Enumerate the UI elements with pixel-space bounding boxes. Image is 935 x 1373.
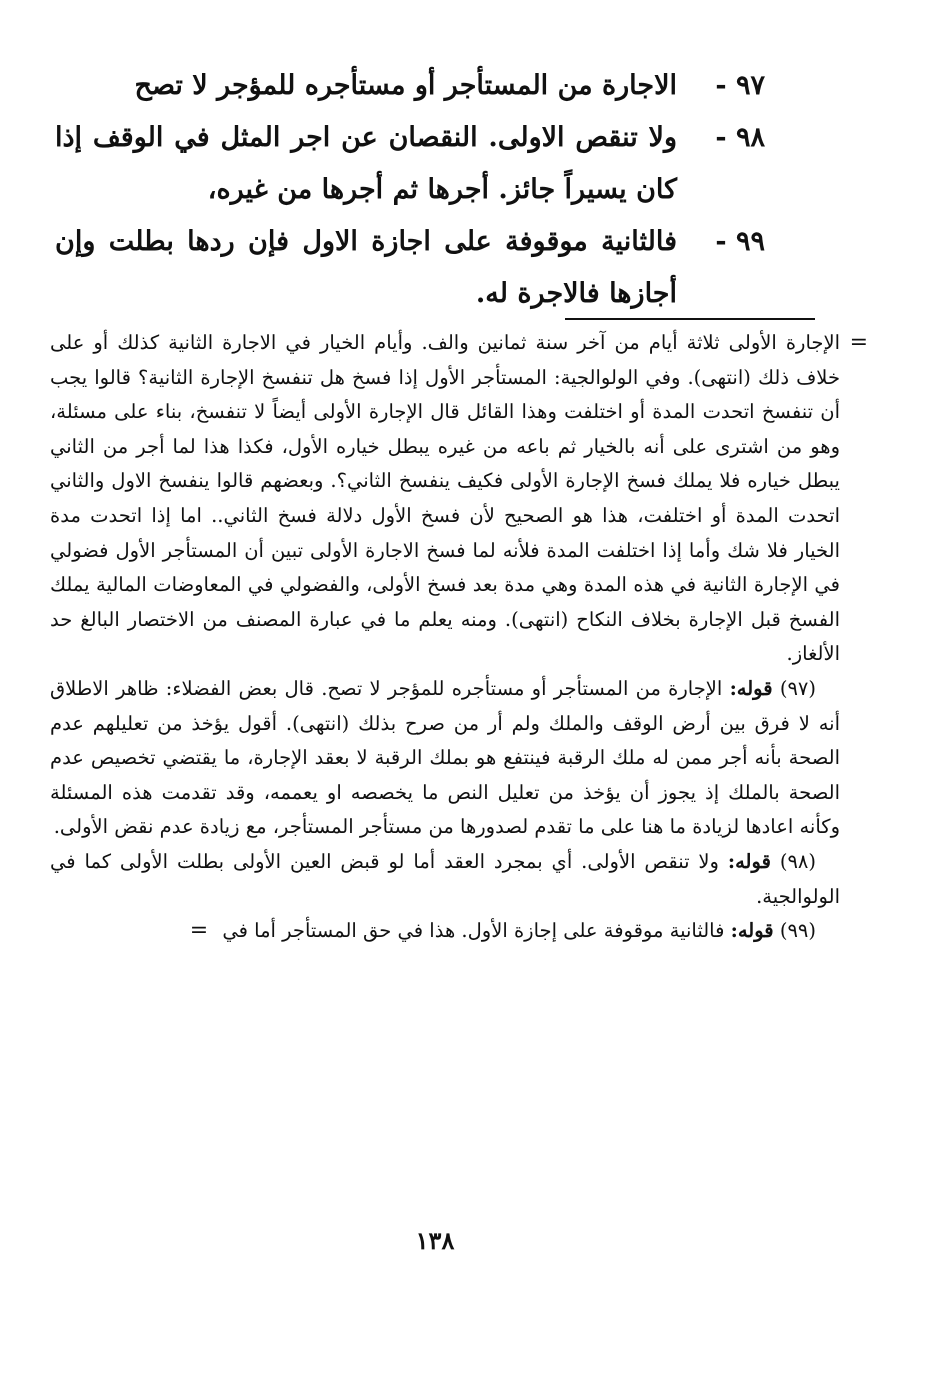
commentary-note-99 [50, 914, 840, 949]
note-number: (٩٧) [779, 676, 816, 700]
continuation-mark: = [849, 330, 868, 355]
item-number: ٩٧ - [715, 70, 765, 101]
note-label: قوله: [729, 676, 773, 700]
footnote-separator [565, 318, 815, 320]
main-text-item-98 [55, 112, 765, 216]
note-text: الإجارة من المستأجر أو مستأجره للمؤجر لا تصح. قال بعض الفضلاء: ظاهر الاطلاق أنه لا فرق بين أرض الوقف والملك ولم أر من صرح بذلك (انتهى). أقول يؤخذ من تعليلهم عدم الصحة بأنه أجر ممن له ملك الرقبة فينتفع هو بملك الرقبة لا بعقد الإجارة، ما يقتضي تخصيص عدم الصحة بالملك إذ يجوز أن يؤخذ من تعليل النص ما يخصصه او يعممه، وقد تقدمت هذه المسئلة وكأنه اعادها لزيادة ما هنا على ما تقدم لصدورها من مستأجر المستأجر، مع زيادة عدم نقض الأولى. [50, 676, 840, 839]
item-number: ٩٩ - [715, 226, 765, 257]
commentary-note-97 [50, 672, 840, 845]
item-text: ولا تنقص الاولى. النقصان عن اجر المثل في الوقف إذا كان يسيراً جائز. أجرها ثم أجرها من غيره، [55, 122, 677, 205]
page-number: ١٣٨ [415, 1226, 455, 1255]
main-text-item-99 [55, 216, 765, 320]
commentary [50, 326, 868, 949]
note-label: قوله: [730, 919, 774, 943]
note-label: قوله: [727, 849, 771, 873]
main-text-item-97 [55, 60, 765, 112]
note-text: ولا تنقص الأولى. أي بمجرد العقد أما لو قبض العين الأولى بطلت الأولى كما في الولوالجية. [50, 849, 840, 908]
note-number: (٩٩) [779, 919, 816, 943]
item-text: الاجارة من المستأجر أو مستأجره للمؤجر لا تصح [134, 70, 677, 101]
main-text [55, 60, 765, 320]
continuation-mark: = [189, 918, 209, 944]
item-text: فالثانية موقوفة على اجازة الاول فإن ردها بطلت وإن أجازها فالاجرة له. [55, 226, 677, 309]
item-number: ٩٨ - [715, 122, 765, 153]
commentary-note-98 [50, 845, 840, 914]
note-text: فالثانية موقوفة على إجازة الأول. هذا في حق المستأجر أما في [222, 919, 725, 943]
commentary-paragraph: الإجارة الأولى ثلاثة أيام من آخر سنة ثمانين والف. وأيام الخيار في الاجارة الثانية كذلك أو على خلاف ذلك (انتهى). وفي الولوالجية: المستأجر الأول إذا فسخ هل تنفسخ الإجارة الثانية؟ قالوا يجب أن تنفسخ اتحدت المدة أو اختلفت وهذا القائل قال الإجارة الأولى أيضاً لا تنفسخ، بناء على مسئلة، وهو من اشترى على أنه بالخيار ثم باعه من غيره يبطل خياره الأول، فكذا هذا لما أجر من الثاني يبطل خياره فلا يملك فسخ الإجارة الأولى فكيف ينفسخ الثاني؟. وبعضهم قالوا ينفسخ الاول والثاني اتحدت المدة أو اختلفت، هذا هو الصحيح لأن فسخ الأول دلالة فسخ الثاني.. اما إذا اتحدت مدة الخيار فلا شك وأما إذا اختلفت المدة فلأنه لما فسخ الاجارة الأولى تبين أن المستأجر الأول فضولي في الإجارة الثانية في هذه المدة وهي مدة بعد فسخ الأولى، والفضولي في المعاوضات المالية يملك الفسخ قبل الإجارة بخلاف النكاح (انتهى). ومنه يعلم ما في عبارة المصنف من الاختصار البالغ حد الألغاز. [50, 331, 840, 666]
note-number: (٩٨) [779, 849, 817, 873]
commentary-intro [50, 326, 868, 672]
